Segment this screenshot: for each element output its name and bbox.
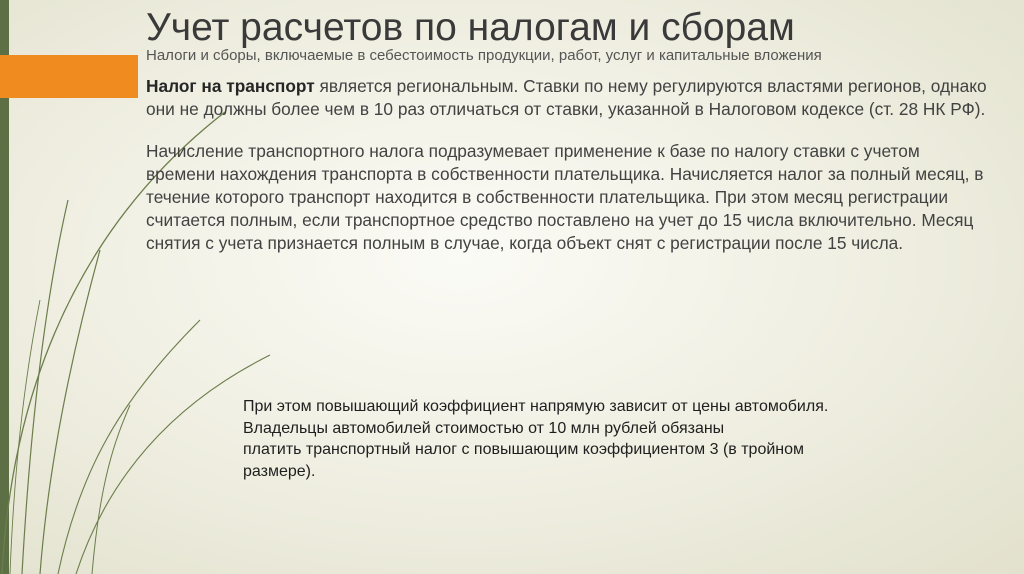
note-line: платить транспортный налог с повышающим коэффициентом 3 (в тройном — [243, 441, 805, 458]
bold-lead: Налог на транспорт — [146, 76, 315, 96]
slide-title: Учет расчетов по налогам и сборам — [146, 6, 795, 49]
paragraph-transport-tax — [146, 75, 992, 121]
note-block — [243, 396, 963, 482]
paragraph-accrual: Начисление транспортного налога подразумевает применение к базе по налогу ставки с учетом времени нахождения транспорта в собственности плательщика. Начисляется налог за полный месяц, в течение которого транспорт находится в собственности плательщика. При этом месяц регистрации считается полным, если транспортное средство поставлено на учет до 15 числа включительно. Месяц снятия с учета признается полным в случае, когда объект снят с регистрации после 15 числа. — [146, 141, 984, 253]
note-line: При этом повышающий коэффициент напрямую зависит от цены автомобиля. — [243, 398, 829, 415]
accent-arrow — [0, 55, 138, 98]
slide-subtitle: Налоги и сборы, включаемые в себестоимость продукции, работ, услуг и капитальные вложения — [146, 47, 822, 64]
paragraph-text: является региональным. Ставки по нему регулируются властями регионов, однако они не должны более чем в 10 раз отличаться от ставки, указанной в Налоговом кодексе (ст. 28 НК РФ). — [146, 76, 987, 119]
note-line: размере). — [243, 462, 316, 480]
note-line: Владельцы автомобилей стоимостью от 10 млн рублей обязаны — [243, 419, 725, 437]
body-text — [146, 75, 992, 274]
